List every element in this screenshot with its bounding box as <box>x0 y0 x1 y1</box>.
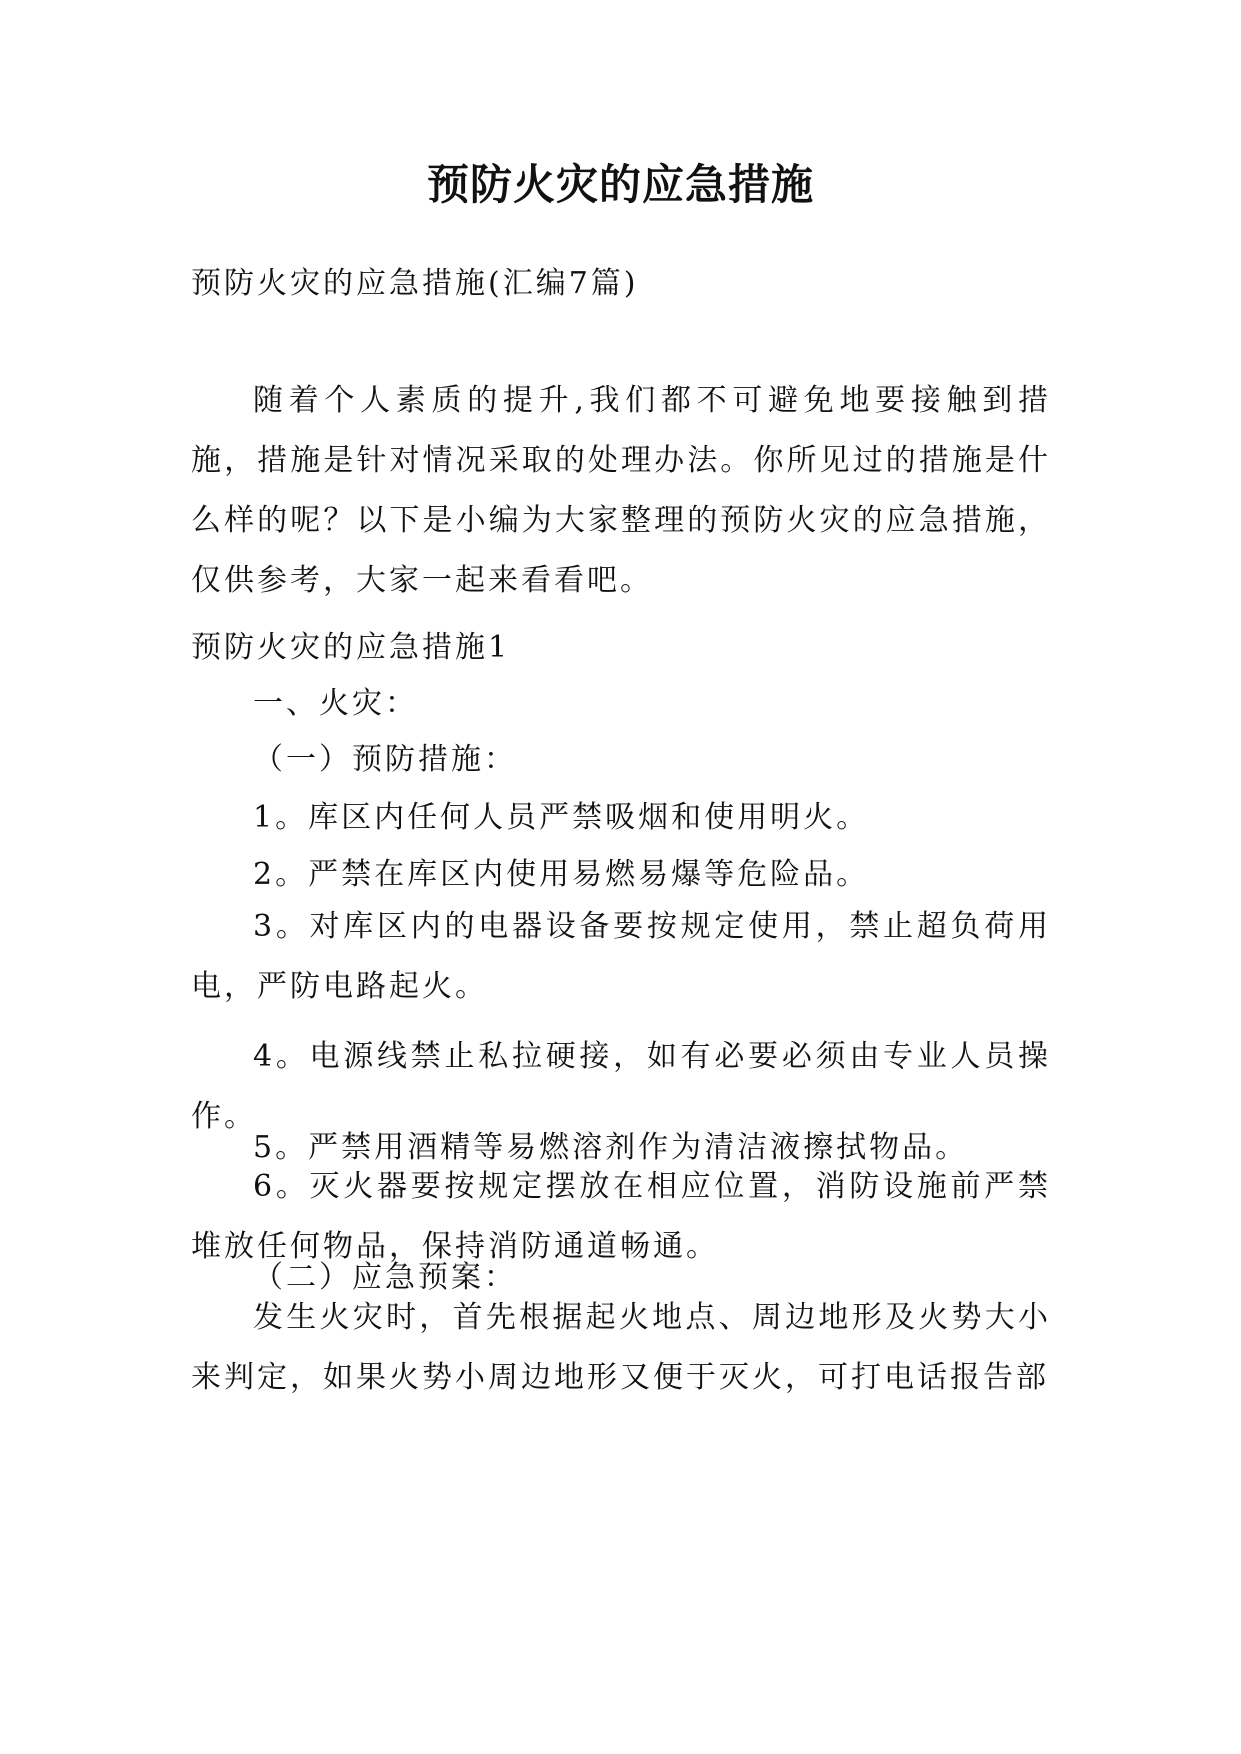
item-prevention: （一）预防措施： <box>253 742 517 777</box>
rule-5: 5。严禁用酒精等易燃溶剂作为清洁液擦拭物品。 <box>253 1130 969 1165</box>
plan-paragraph: 发生火灾时，首先根据起火地点、周边地形及火势大小来判定，如果火势小周边地形又便于灭火，可打电话报告部 <box>191 1300 1051 1395</box>
item-plan: （二）应急预案： <box>253 1260 517 1295</box>
rule-3: 3。对库区内的电器设备要按规定使用，禁止超负荷用电，严防电路起火。 <box>191 909 1051 1004</box>
document-title: 预防火灾的应急措施 <box>426 160 814 209</box>
rule-1: 1。库区内任何人员严禁吸烟和使用明火。 <box>253 800 870 835</box>
rule-6: 6。灭火器要按规定摆放在相应位置，消防设施前严禁堆放任何物品，保持消防通道畅通。 <box>191 1169 1051 1264</box>
intro-paragraph: 随着个人素质的提升,我们都不可避免地要接触到措施，措施是针对情况采取的处理办法。你所见过的措施是什么样的呢？以下是小编为大家整理的预防火灾的应急措施，仅供参考，大家一起来看看吧。 <box>191 383 1051 598</box>
document-subtitle: 预防火灾的应急措施(汇编7篇) <box>191 266 639 301</box>
rule-4: 4。电源线禁止私拉硬接，如有必要必须由专业人员操作。 <box>191 1039 1051 1134</box>
section-heading: 预防火灾的应急措施1 <box>191 630 511 665</box>
item-fire: 一、火灾： <box>253 686 418 721</box>
rule-2: 2。严禁在库区内使用易燃易爆等危险品。 <box>253 857 870 892</box>
